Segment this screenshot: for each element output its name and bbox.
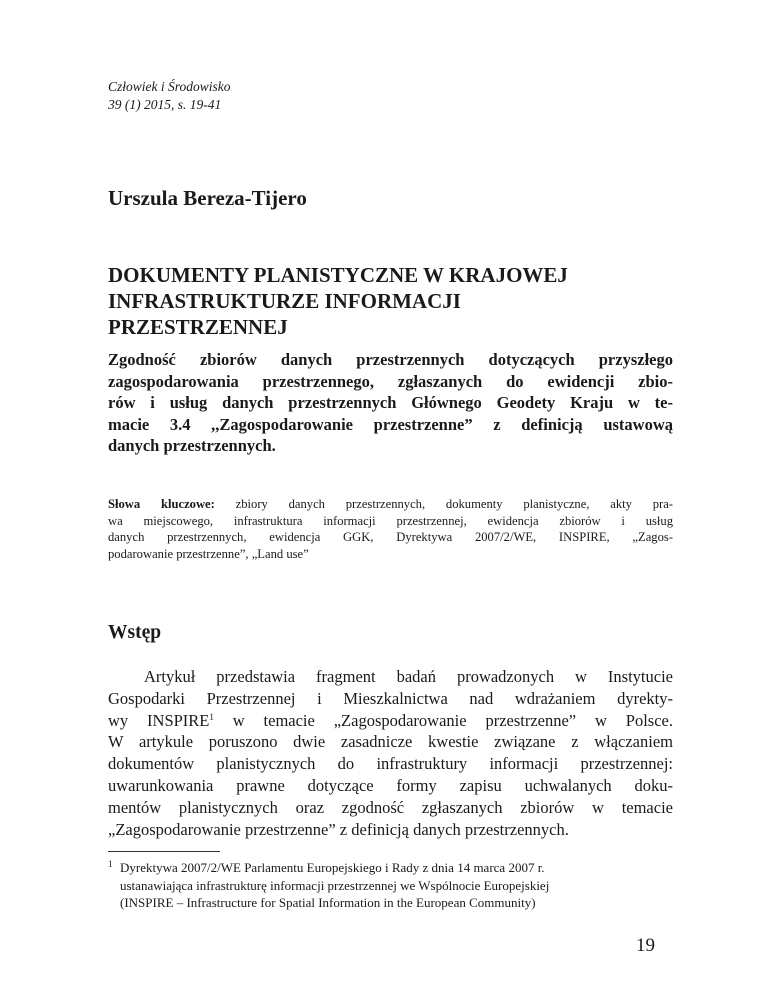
- journal-name: Człowiek i Środowisko: [108, 79, 231, 94]
- keywords-label: Słowa kluczowe:: [108, 497, 215, 511]
- keywords-line: wa miejscowego, infrastruktura informacji przestrzennej, ewidencja zbiorów i usług: [108, 513, 673, 528]
- paragraph-line: „Zagospodarowanie przestrzenne” z definicją danych przestrzennych.: [108, 819, 569, 839]
- paragraph-line: W artykule poruszono dwie zasadnicze kwestie związane z włączaniem: [108, 732, 673, 752]
- subtitle-line: rów i usług danych przestrzennych Głównego Geodety Kraju w te-: [108, 393, 673, 412]
- paragraph-line: uwarunkowania prawne dotyczące formy zapisu uchwalanych doku-: [108, 775, 673, 795]
- footnote-line: ustanawiająca infrastrukturę informacji przestrzennej we Wspólnocie Europejskiej: [120, 877, 550, 893]
- keywords-block: [108, 496, 673, 562]
- body-paragraph: [108, 666, 673, 840]
- paragraph-line: [108, 710, 673, 732]
- title-line: DOKUMENTY PLANISTYCZNE W KRAJOWEJ: [108, 263, 568, 287]
- subtitle-line: danych przestrzennych.: [108, 436, 276, 455]
- keywords-text: zbiory danych przestrzennych, dokumenty planistyczne, akty pra-: [235, 497, 673, 511]
- keywords-line: danych przestrzennych, ewidencja GGK, Dyrektywa 2007/2/WE, INSPIRE, „Zagos-: [108, 530, 673, 544]
- keywords-line: [108, 496, 673, 513]
- journal-header: [108, 78, 231, 114]
- footnote-line: (INSPIRE – Infrastructure for Spatial Information in the European Community): [120, 895, 536, 910]
- page-number: 19: [636, 935, 655, 956]
- subtitle-line: Zgodność zbiorów danych przestrzennych dotyczących przyszłego: [108, 350, 673, 369]
- subtitle-line: macie 3.4 ,,Zagospodarowanie przestrzenne” z definicją ustawową: [108, 414, 673, 434]
- footnote-text: [120, 859, 678, 912]
- footnote-line: Dyrektywa 2007/2/WE Parlamentu Europejskiego i Rady z dnia 14 marca 2007 r.: [120, 860, 545, 875]
- paragraph-text: w temacie „Zagospodarowanie przestrzenne” w Polsce.: [213, 710, 673, 730]
- subtitle-line: zagospodarowania przestrzennego, zgłaszanych do ewidencji zbio-: [108, 371, 673, 391]
- paragraph-text: wy INSPIRE: [108, 710, 210, 730]
- footnote: [108, 859, 678, 912]
- footnote-reference: 1: [209, 711, 214, 722]
- article-subtitle: [108, 349, 673, 457]
- footnote-divider: [108, 851, 220, 852]
- paragraph-line: Gospodarki Przestrzennej i Mieszkalnictwa nad wdrażaniem dyrekty-: [108, 688, 673, 708]
- title-line: PRZESTRZENNEJ: [108, 315, 288, 339]
- journal-citation: 39 (1) 2015, s. 19-41: [108, 97, 222, 112]
- title-line: INFRASTRUKTURZE INFORMACJI: [108, 289, 461, 313]
- footnote-mark: 1: [108, 859, 113, 869]
- paragraph-line: mentów planistycznych oraz zgodność zgłaszanych zbiorów w temacie: [108, 797, 673, 817]
- paragraph-line: dokumentów planistycznych do infrastruktury informacji przestrzennej:: [108, 754, 673, 774]
- section-heading: Wstęp: [108, 622, 162, 643]
- keywords-line: podarowanie przestrzenne”, „Land use”: [108, 546, 309, 561]
- author-name: Urszula Bereza-Tijero: [108, 186, 307, 210]
- paragraph-line: Artykuł przedstawia fragment badań prowadzonych w Instytucie: [144, 667, 673, 686]
- article-title: [108, 262, 668, 340]
